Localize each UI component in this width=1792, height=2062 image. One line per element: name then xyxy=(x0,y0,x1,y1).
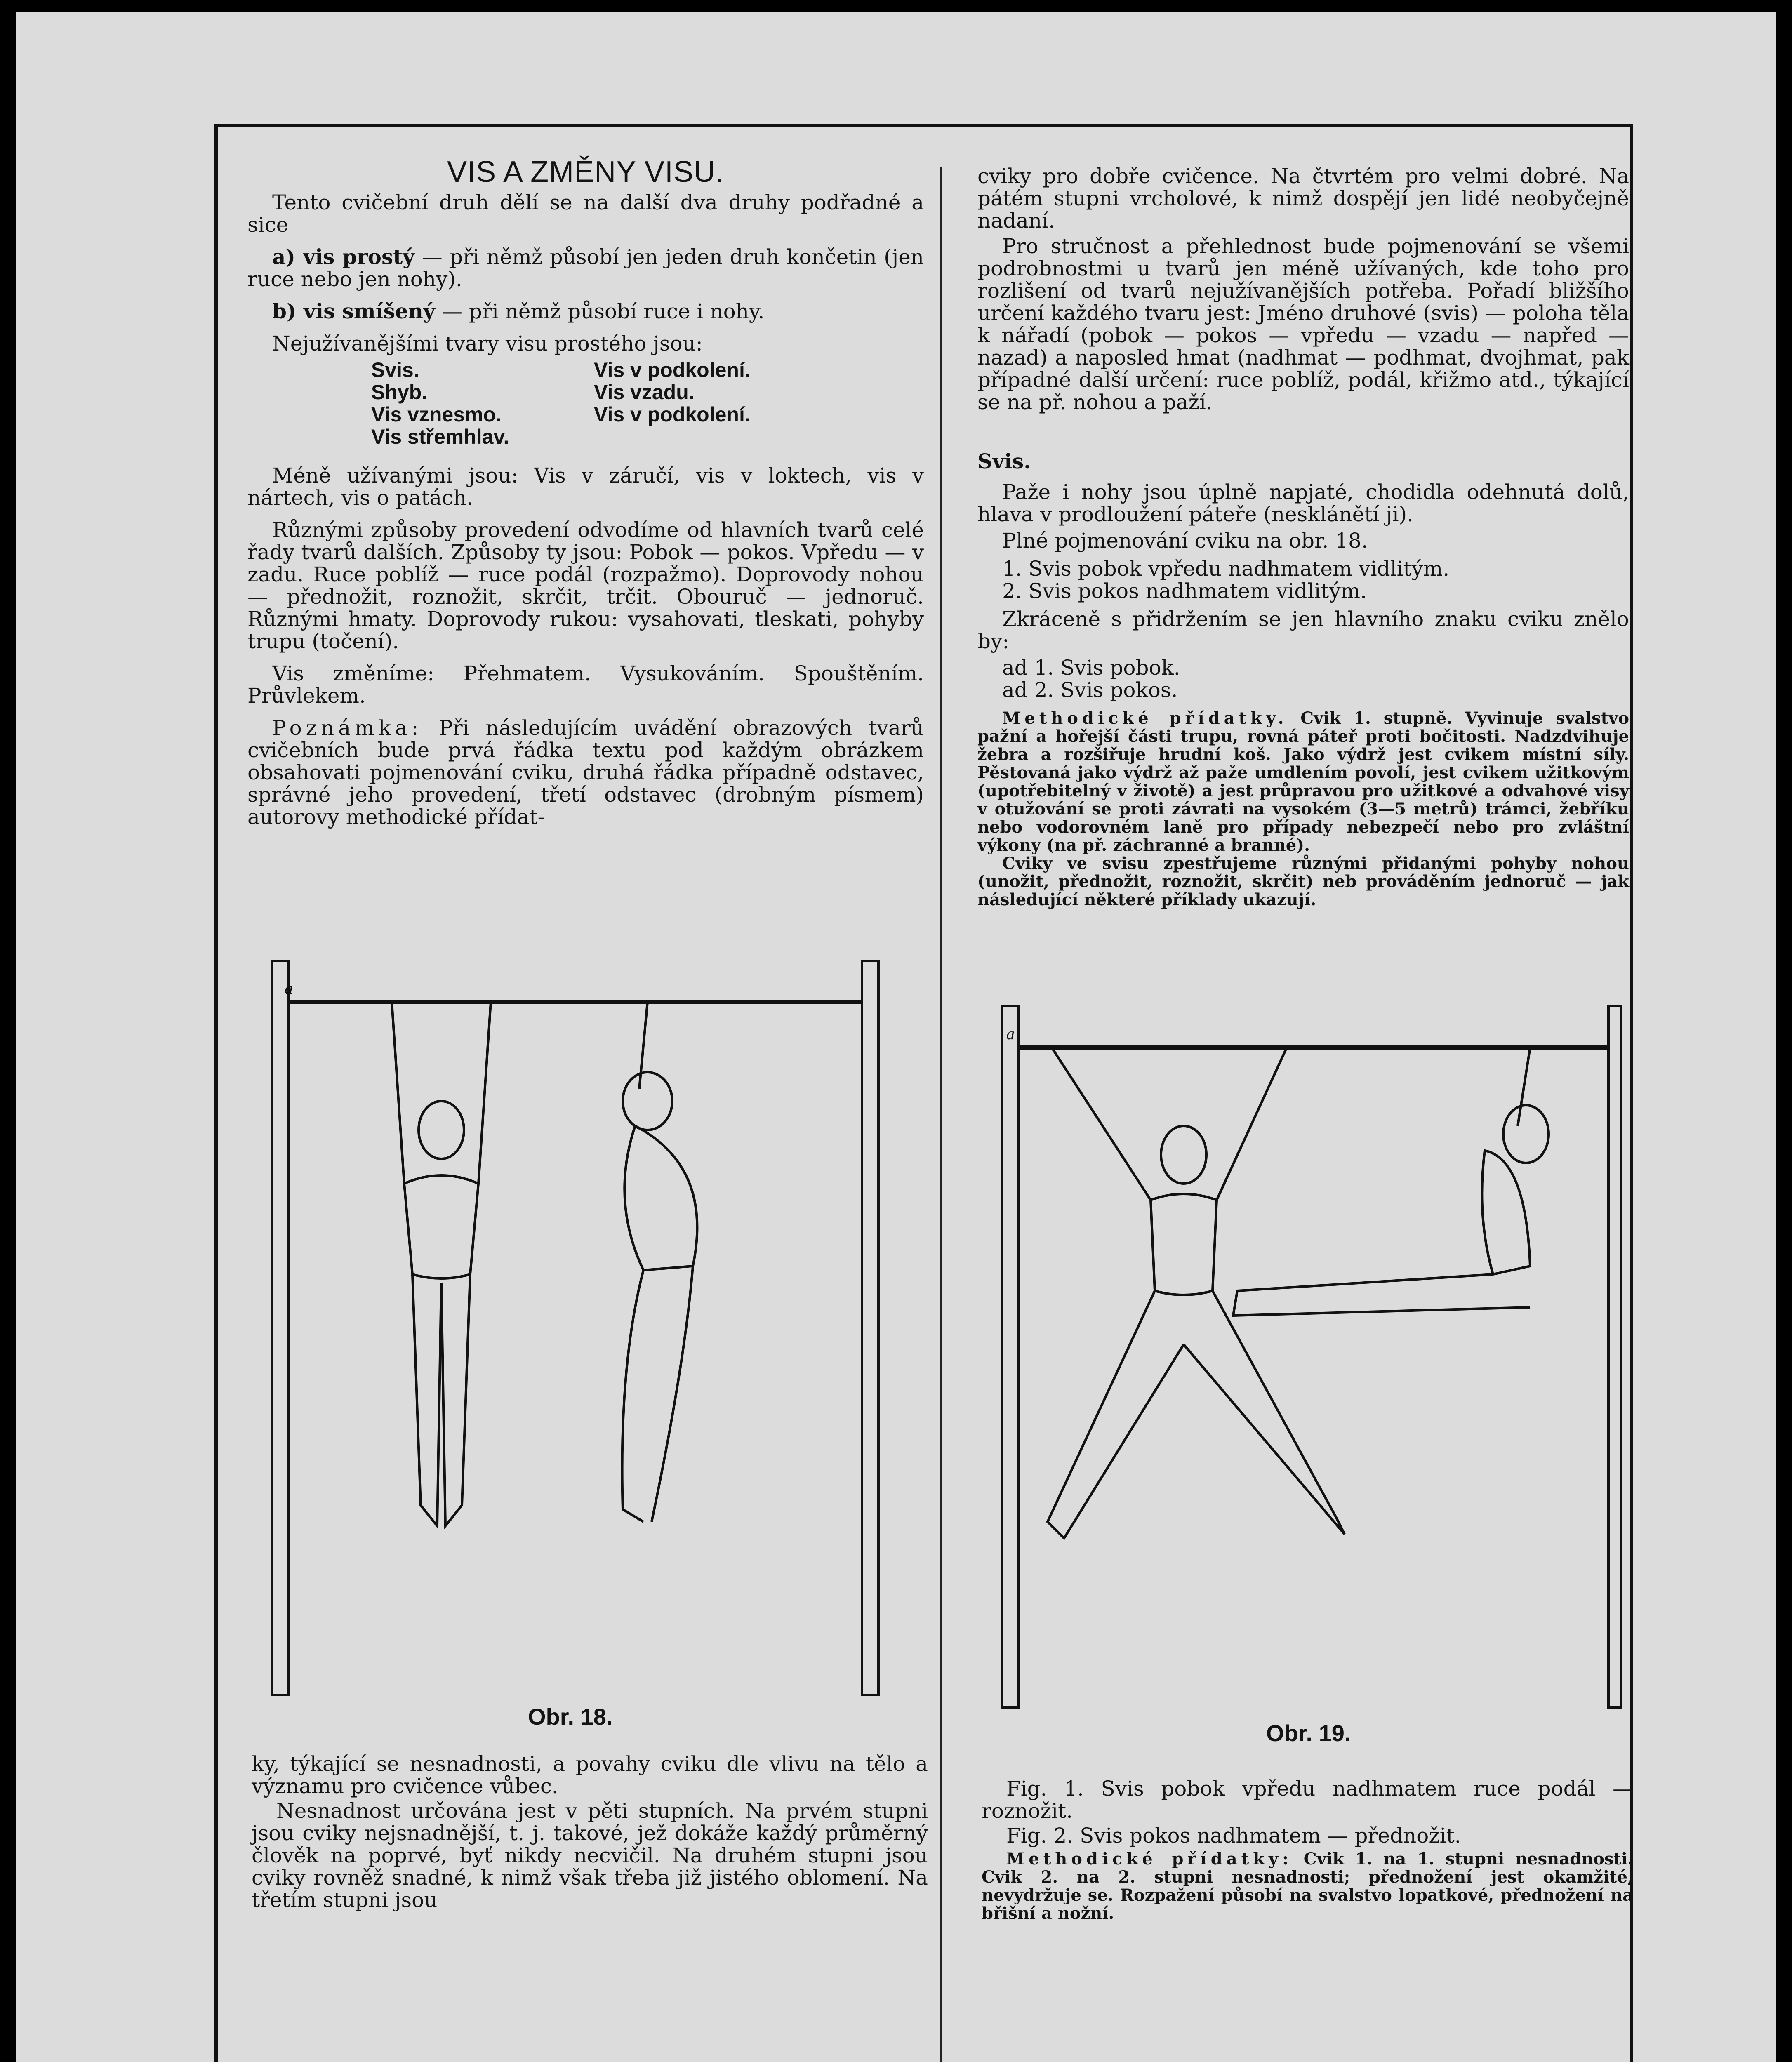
forms-list xyxy=(371,359,924,448)
methodic-notes-1 xyxy=(977,709,1629,854)
left-bottom-paragraph-1: ky, týkající se nesnadnosti, a povahy cviku dle vlivu na tělo a významu pro cvičence vůbec. xyxy=(252,1752,928,1798)
gymnast-figure-2 xyxy=(1233,1047,1549,1316)
bar-mark: a xyxy=(1006,1024,1015,1043)
left-bottom-paragraph-2: Nesnadnost určována jest v pěti stupních. Na prvém stupni jsou cviky nejsnadnější, t. j. takové, jež dokáže každý průměrný člověk na poprvé, byť nikdy necvičil. Na druhém stupni jsou cviky rovněž snadné, k nimž však třeba již jistého oblomení. Na třetím stupni jsou xyxy=(252,1799,928,1912)
short-intro: Zkráceně s přidržením se jen hlavního znaku cviku znělo by: xyxy=(977,607,1629,653)
right-column xyxy=(977,165,1629,909)
methodic-text-1b: Cviky ve svisu zpestřujeme různými přidanými pohyby nohou (unožit, přednožit, roznožit, skrčit) neb prováděním jednoruč — jak následující některé příklady ukazují. xyxy=(977,854,1629,909)
form-item: Vis vzadu. xyxy=(594,381,695,404)
form-item: Svis. xyxy=(371,358,419,381)
form-item: Shyb. xyxy=(371,381,428,404)
methodic-text-1: Cvik 1. stupně. Vyvinuje svalstvo pažní a hořejší části trupu, rovná páteř proti bočitosti. Nadzdvihuje žebra a rozšiřuje hrudní koš. Jako výdrž jest cvikem místní síly. Pěstovaná jako výdrž až paže umdlením povolí, jest cvikem užitkovým (upotřebitelný v životě) a jest průpravou pro užitkové a odvahové visy v otužování se proti závrati na vysokém (3—5 metrů) trámci, žebříku nebo vodorovném laně pro případy nebezpečí nebo pro zvláštní výkony (na př. záchranné a branné). xyxy=(977,709,1629,855)
right-paragraph-1: cviky pro dobře cvičence. Na čtvrtém pro velmi dobré. Na pátém stupni vrcholové, k nimž dospějí jen lidé neobyčejně nadaní. xyxy=(977,164,1629,233)
upright-post-left xyxy=(1002,1006,1019,1707)
methodic-label-2: Methodické přídatky: xyxy=(1006,1849,1293,1869)
methodic-notes-2 xyxy=(982,1850,1633,1923)
fig19-description-1: Fig. 1. Svis pobok vpředu nadhmatem ruce podál — roznožit. xyxy=(982,1777,1633,1823)
item-a xyxy=(247,246,924,290)
figure-19-illustration xyxy=(982,1002,1625,1724)
most-used-intro: Nejužívanějšími tvary visu prostého jsou: xyxy=(272,332,703,355)
upright-post-right xyxy=(1608,1006,1621,1707)
less-used-text: Méně užívanými jsou: Vis v záručí, vis v loktech, vis v nártech, vis o patách. xyxy=(247,464,924,510)
svis-heading: Svis. xyxy=(977,449,1031,473)
left-bottom-text xyxy=(252,1753,928,1911)
item-a-text: — při němž působí jen jeden druh končetin (jen ruce nebo jen nohy). xyxy=(247,245,924,291)
full-name-2: 2. Svis pokos nadhmatem vidlitým. xyxy=(1002,579,1367,603)
right-bottom-text xyxy=(982,1777,1633,1923)
note-paragraph xyxy=(247,717,924,828)
note-text: Při následujícím uvádění obrazových tvarů cvičebních bude prvá řádka textu pod každým obrázkem obsahovati pojmenování cviku, druhá řádka případně odstavec, správné jeho provedení, třetí odstavec (drobným písmem) autorovy methodické přídat- xyxy=(247,716,924,829)
short-name-1: ad 1. Svis pobok. xyxy=(1002,656,1180,680)
figure-18-illustration xyxy=(256,953,924,1707)
upright-post-right xyxy=(862,961,878,1695)
figure-19-caption: Obr. 19. xyxy=(1266,1720,1351,1746)
full-name-intro: Plné pojmenování cviku na obr. 18. xyxy=(1002,529,1368,553)
form-item: Vis v podkolení. xyxy=(594,403,751,426)
methodic-text-2: Cvik 1. na 1. stupni nesnadnosti. Cvik 2. na 2. stupni nesnadnosti; přednožení jest okamžité, nevydržuje se. Rozpažení působí na svalstvo lopatkové, přednožení na břišní a nožní. xyxy=(982,1849,1633,1923)
svis-description: Paže i nohy jsou úplně napjaté, chodidla odehnutá dolů, hlava v prodloužení páteře (nesklánětí ji). xyxy=(977,480,1629,526)
short-name-2: ad 2. Svis pokos. xyxy=(1002,678,1178,702)
bar-mark: a xyxy=(285,979,293,998)
item-b-text: — při němž působí ruce i nohy. xyxy=(441,299,765,323)
upright-post-left xyxy=(272,961,289,1695)
page-title: VIS A ZMĚNY VISU. xyxy=(447,155,724,188)
note-label: Poznámka: xyxy=(272,716,423,740)
various-ways-text: Různými způsoby provedení odvodíme od hlavních tvarů celé řady tvarů dalších. Způsoby ty jsou: Pobok — pokos. Vpředu — v zadu. Ruce poblíž — ruce podál (rozpažmo). Doprovody nohou — přednožit, roznožit, skrčit, trčit. Obouruč — jednoruč. Různými hmaty. Doprovody rukou: vysahovati, tleskati, pohyby trupu (točení). xyxy=(247,518,924,653)
full-name-1: 1. Svis pobok vpředu nadhmatem vidlitým. xyxy=(1002,557,1450,581)
figure-18-caption: Obr. 18. xyxy=(528,1704,613,1730)
gymnast-figure-2 xyxy=(622,1002,697,1522)
column-divider xyxy=(940,167,942,2062)
change-text: Vis změníme: Přehmatem. Vysukováním. Spouštěním. Průvlekem. xyxy=(247,661,924,708)
item-b-label: b) vis smíšený xyxy=(272,299,436,323)
item-b xyxy=(247,300,924,322)
form-item: Vis vznesmo. xyxy=(371,403,502,426)
intro-text: Tento cvičební druh dělí se na další dva druhy podřadné a sice xyxy=(247,191,924,237)
fig19-description-2: Fig. 2. Svis pokos nadhmatem — přednožit. xyxy=(1006,1824,1461,1848)
form-item: Vis střemhlav. xyxy=(371,425,509,448)
gymnast-figure-1 xyxy=(392,1002,491,1526)
gymnast-figure-1 xyxy=(1048,1047,1345,1538)
form-item: Vis v podkolení. xyxy=(594,358,751,381)
methodic-label-1: Methodické přídatky. xyxy=(1002,709,1288,728)
left-column xyxy=(247,155,924,829)
right-paragraph-2: Pro stručnost a přehlednost bude pojmenování se všemi podrobnostmi u tvarů jen méně užívaných, kde toho pro rozlišení od tvarů nejužívanějších potřeba. Pořadí bližšího určení každého tvaru jest: Jméno druhové (svis) — poloha těla k nářadí (pobok — pokos — vpředu — vzadu — napřed — nazad) a naposled hmat (nadhmat — podhmat, dvojhmat, pak případné další určení: ruce poblíž, podál, křižmo atd., týkající se na př. nohou a paží. xyxy=(977,234,1629,414)
item-a-label: a) vis prostý xyxy=(272,245,415,269)
